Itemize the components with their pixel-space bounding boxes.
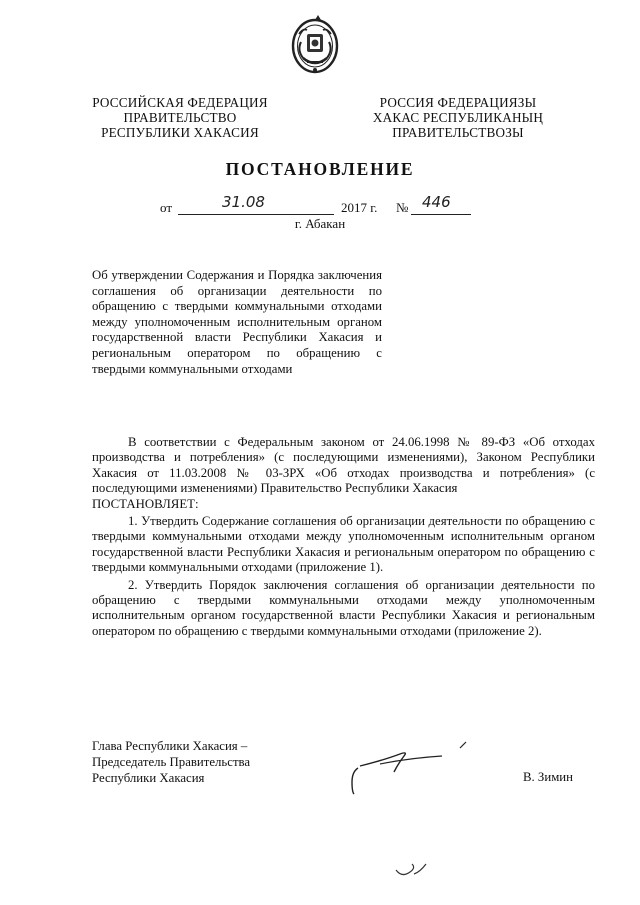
date-handwritten: 31.08 [222, 193, 265, 211]
signatory-name: В. Зимин [523, 770, 573, 784]
date-year: 2017 г. [341, 200, 378, 215]
number-underline [411, 214, 471, 215]
signature-position-line-3: Республики Хакасия [92, 771, 205, 785]
document-subject: Об утверждении Содержания и Порядка заключения соглашения об организации деятельности по обращению с твердыми коммунальными отходами между уполномоченным исполнительным органом государственной власти Республики Хакасия и региональным оператором по обращению с твердыми коммунальными отходами [92, 268, 382, 376]
body-preamble: В соответствии с Федеральным законом от 24.06.1998 № 89-ФЗ «Об отходах производства и потребления» (с последующими изменениями), Законом Республики Хакасия от 11.03.2008 № 03-ЗРХ «Об отходах производства и потребления» (с последующими изменениями) Правительство Республики Хакасия [92, 435, 595, 496]
body-item-1: 1. Утвердить Содержание соглашения об организации деятельности по обращению с твердыми коммунальными отходами между уполномоченным исполнительным органом государственной власти Республики Хакасия и региональным оператором по обращению с твердыми коммунальными отходами (приложение 1). [92, 514, 595, 575]
signature-position-line-2: Председатель Правительства [92, 755, 251, 769]
header-right-line-1: РОССИЯ ФЕДЕРАЦИЯЗЫ [379, 95, 537, 110]
header-right-line-3: ПРАВИТЕЛЬСТВОЗЫ [392, 125, 524, 140]
city-label: г. Абакан [294, 216, 346, 231]
header-left-line-3: РЕСПУБЛИКИ ХАКАСИЯ [101, 125, 259, 140]
signature-position [92, 738, 312, 786]
header-left-ru [80, 95, 280, 140]
document-body [92, 435, 595, 639]
body-decree: ПОСТАНОВЛЯЕТ: [92, 496, 199, 511]
header-right-khakas [356, 95, 560, 140]
number-label: № [396, 200, 409, 215]
signature-position-line-1: Глава Республики Хакасия – [92, 739, 248, 753]
coat-of-arms-emblem [287, 12, 343, 78]
header-left-line-2: ПРАВИТЕЛЬСТВО [123, 110, 237, 125]
date-from-label: от [160, 200, 173, 215]
number-handwritten: 446 [422, 193, 451, 211]
date-underline [178, 214, 334, 215]
document-title: ПОСТАНОВЛЕНИЕ [225, 159, 415, 179]
handwritten-signature [340, 738, 480, 802]
header-left-line-1: РОССИЙСКАЯ ФЕДЕРАЦИЯ [92, 95, 268, 110]
body-item-2: 2. Утвердить Порядок заключения соглашения об организации деятельности по обращению с твердыми коммунальными отходами между уполномоченным исполнительным органом государственной власти Республики Хакасия и региональным оператором по обращению с твердыми коммунальными отходами (приложение 2). [92, 577, 595, 638]
handwritten-mark [392, 858, 432, 880]
header-right-line-2: ХАКАС РЕСПУБЛИКАНЫҢ [372, 110, 544, 125]
